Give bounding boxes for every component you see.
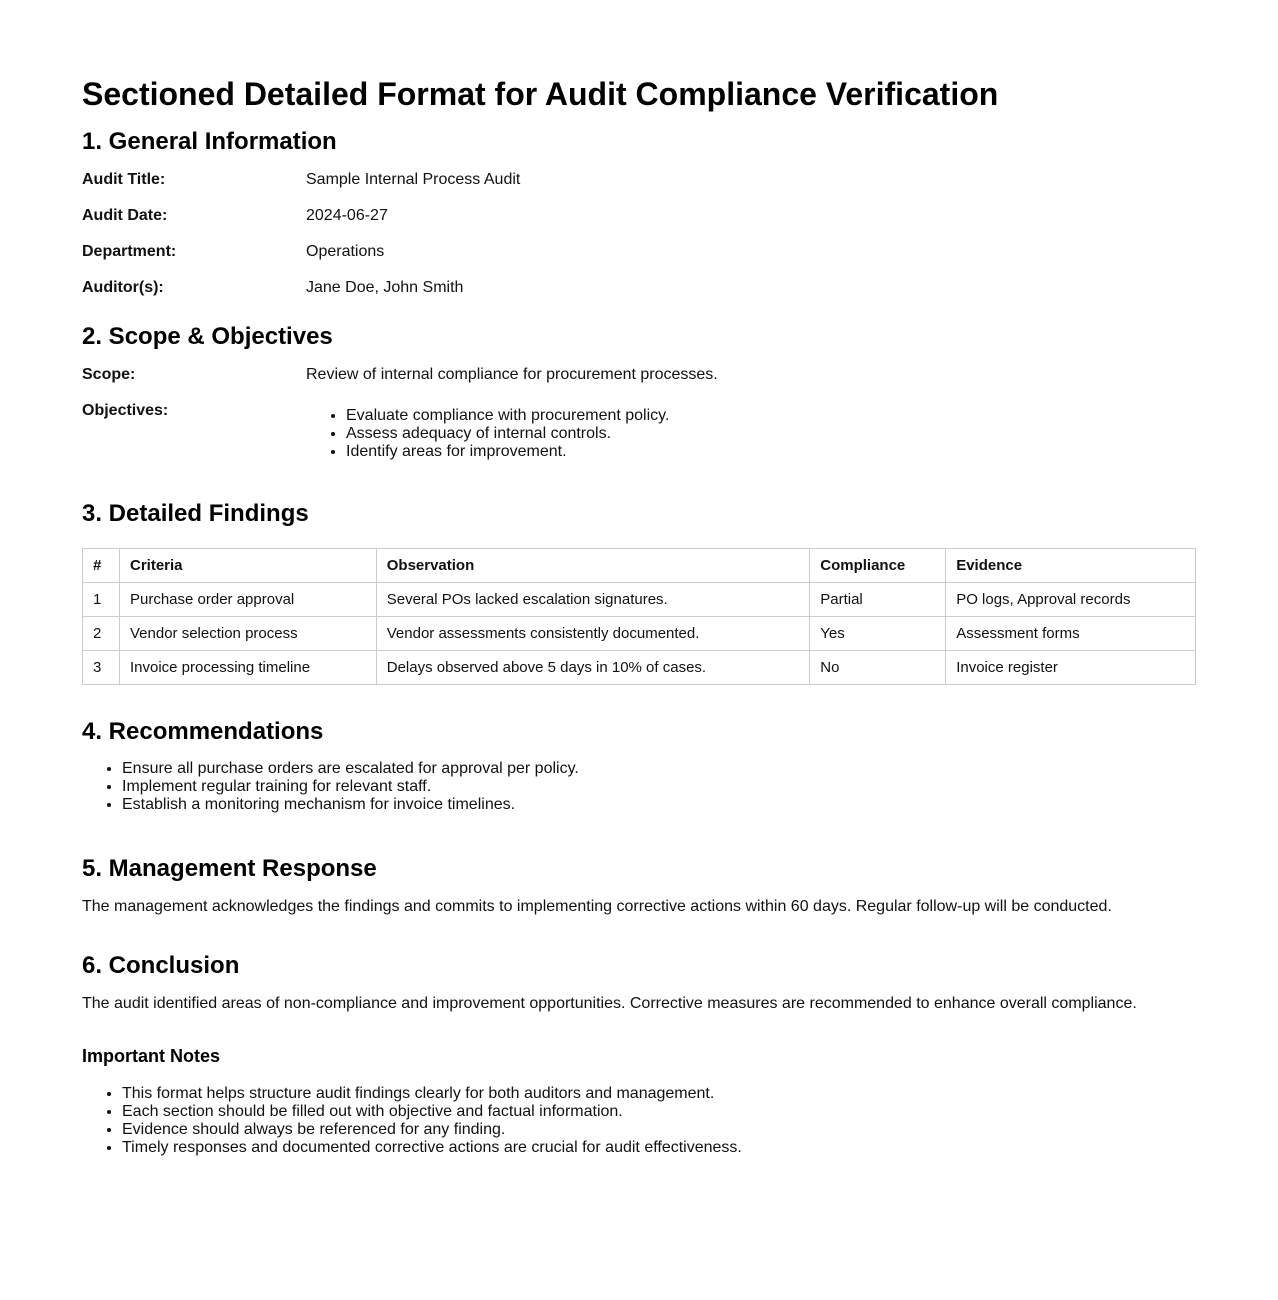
table-cell: Vendor assessments consistently documented.	[376, 617, 810, 651]
management-response-text: The management acknowledges the findings and commits to implementing corrective actions within 60 days. Regular follow-up will be conducted.	[82, 898, 1112, 915]
table-row	[83, 583, 1196, 617]
scope-label: Scope:	[82, 366, 136, 383]
info-value: 2024-06-27	[306, 207, 388, 224]
column-header: Criteria	[119, 549, 376, 583]
info-row-department	[82, 242, 1196, 262]
general-info-list	[82, 170, 1196, 298]
table-row	[83, 617, 1196, 651]
column-header: Compliance	[810, 549, 946, 583]
info-label: Auditor(s):	[82, 279, 164, 296]
info-row-objectives	[82, 401, 1196, 461]
table-cell: No	[810, 651, 946, 685]
table-cell: PO logs, Approval records	[946, 583, 1196, 617]
table-cell: Purchase order approval	[119, 583, 376, 617]
scope-block	[82, 365, 1196, 461]
section-findings-heading: 3. Detailed Findings	[82, 500, 309, 527]
section-recommendations-heading: 4. Recommendations	[82, 718, 324, 745]
objectives-container	[306, 401, 1196, 461]
column-header: Evidence	[946, 549, 1196, 583]
table-cell: Delays observed above 5 days in 10% of cases.	[376, 651, 810, 685]
table-cell: Several POs lacked escalation signatures.	[376, 583, 810, 617]
info-value: Operations	[306, 243, 385, 260]
table-header-row	[83, 549, 1196, 583]
section-management-heading: 5. Management Response	[82, 855, 377, 882]
table-cell: Partial	[810, 583, 946, 617]
info-label: Audit Title:	[82, 171, 166, 188]
notes-list	[82, 1085, 1196, 1157]
table-row	[83, 651, 1196, 685]
info-row-auditors	[82, 278, 1196, 298]
section-conclusion-heading: 6. Conclusion	[82, 952, 240, 979]
document-title: Sectioned Detailed Format for Audit Compliance Verification	[82, 76, 999, 112]
table-cell: Yes	[810, 617, 946, 651]
info-value: Sample Internal Process Audit	[306, 171, 521, 188]
list-item: • Identify areas for improvement.	[346, 443, 1196, 461]
column-header: #	[83, 549, 120, 583]
list-item: • Evidence should always be referenced for any finding.	[122, 1121, 1196, 1139]
table-cell: Assessment forms	[946, 617, 1196, 651]
info-label: Department:	[82, 243, 177, 260]
info-label: Audit Date:	[82, 207, 168, 224]
section-general-heading: 1. General Information	[82, 128, 337, 155]
list-item: • Assess adequacy of internal controls.	[346, 425, 1196, 443]
recommendations-list	[82, 760, 1196, 814]
list-item: • Evaluate compliance with procurement policy.	[346, 407, 1196, 425]
column-header: Observation	[376, 549, 810, 583]
table-cell: 3	[83, 651, 120, 685]
list-item: • Implement regular training for relevant staff.	[122, 778, 1196, 796]
objectives-label: Objectives:	[82, 402, 169, 419]
table-cell: 1	[83, 583, 120, 617]
objectives-list	[306, 407, 1196, 461]
info-row-scope	[82, 365, 1196, 385]
list-item: • Ensure all purchase orders are escalated for approval per policy.	[122, 760, 1196, 778]
list-item: • Establish a monitoring mechanism for invoice timelines.	[122, 796, 1196, 814]
table-cell: 2	[83, 617, 120, 651]
section-scope-heading: 2. Scope & Objectives	[82, 323, 333, 350]
list-item: • This format helps structure audit findings clearly for both auditors and management.	[122, 1085, 1196, 1103]
notes-heading: Important Notes	[82, 1046, 221, 1066]
table-cell: Vendor selection process	[119, 617, 376, 651]
conclusion-text: The audit identified areas of non-compliance and improvement opportunities. Corrective measures are recommended to enhance overall compliance.	[82, 995, 1137, 1012]
scope-value: Review of internal compliance for procurement processes.	[306, 366, 718, 383]
info-value: Jane Doe, John Smith	[306, 279, 464, 296]
table-cell: Invoice processing timeline	[119, 651, 376, 685]
info-row-audit-title	[82, 170, 1196, 190]
list-item: • Each section should be filled out with objective and factual information.	[122, 1103, 1196, 1121]
table-cell: Invoice register	[946, 651, 1196, 685]
list-item: • Timely responses and documented corrective actions are crucial for audit effectiveness.	[122, 1139, 1196, 1157]
info-row-audit-date	[82, 206, 1196, 226]
findings-table	[82, 548, 1196, 685]
